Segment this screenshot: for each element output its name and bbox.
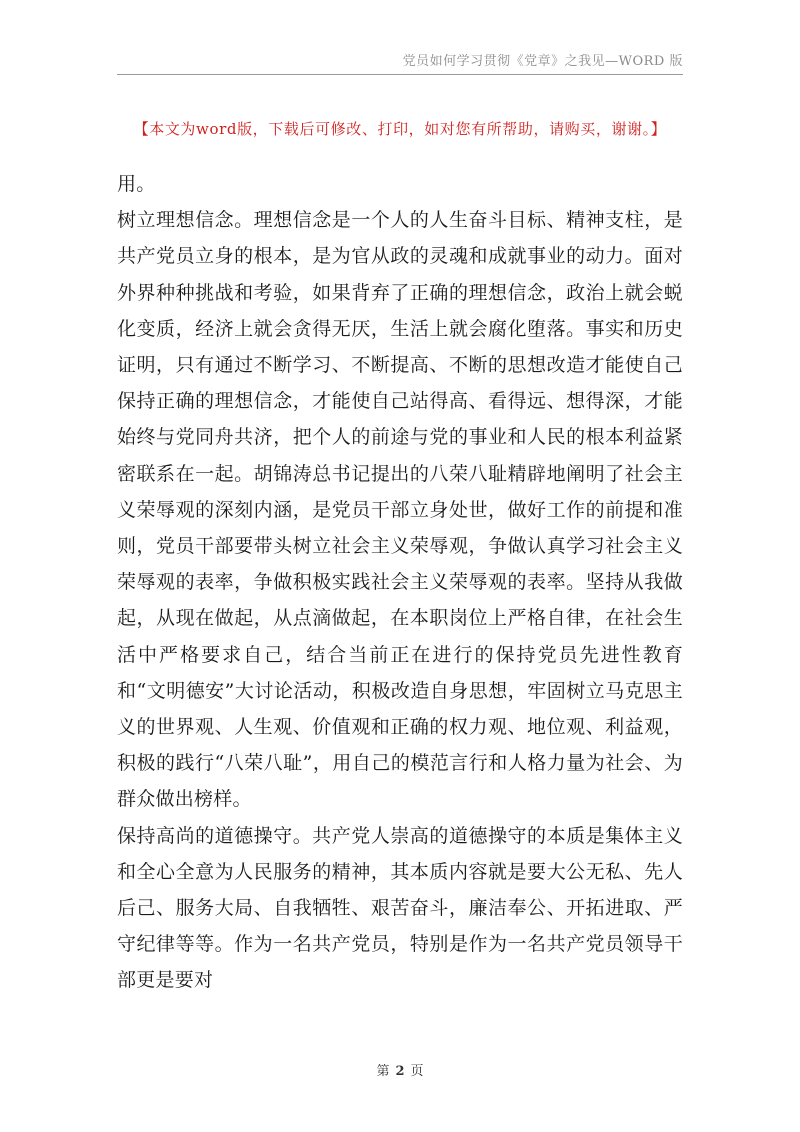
paragraph-1: 用。 — [117, 173, 156, 195]
page-number: 2 — [395, 1064, 405, 1079]
download-notice: 【本文为word版，下载后可修改、打印，如对您有所帮助，请购买，谢谢。】 — [133, 120, 667, 138]
header-title: 党员如何学习贯彻《党章》之我见—WORD 版 — [402, 54, 683, 69]
paragraph-3: 保持高尚的道德操守。共产党人崇高的道德操守的本质是集体主义和全心全意为人民服务的精神，其本质内容就是要大公无私、先人后己、服务大局、自我牺牲、艰苦奋斗，廉洁奉公、开拓进取、严守纪律等等。作为一名共产党员，特别是作为一名共产党员领导干部更是要对 — [117, 824, 683, 992]
page-footer — [0, 1060, 800, 1079]
footer-prefix: 第 — [376, 1064, 390, 1079]
footer-suffix: 页 — [410, 1064, 424, 1079]
document-body — [117, 166, 683, 999]
paragraph-2: 树立理想信念。理想信念是一个人的人生奋斗目标、精神支柱，是共产党员立身的根本，是为官从政的灵魂和成就事业的动力。面对外界种种挑战和考验，如果背弃了正确的理想信念，政治上就会蜕化变质，经济上就会贪得无厌，生活上就会腐化堕落。事实和历史证明，只有通过不断学习、不断提高、不断的思想改造才能使自己保持正确的理想信念，才能使自己站得高、看得远、想得深，才能始终与党同舟共济，把个人的前途与党的事业和人民的根本利益紧密联系在一起。胡锦涛总书记提出的八荣八耻精辟地阐明了社会主义荣辱观的深刻内涵，是党员干部立身处世，做好工作的前提和准则，党员干部要带头树立社会主义荣辱观，争做认真学习社会主义荣辱观的表率，争做积极实践社会主义荣辱观的表率。坚持从我做起，从现在做起，从点滴做起，在本职岗位上严格自律，在社会生活中严格要求自己，结合当前正在进行的保持党员先进性教育和“文明德安”大讨论活动，积极改造自身思想，牢固树立马克思主义的世界观、人生观、价值观和正确的权力观、地位观、利益观，积极的践行“八荣八耻”，用自己的模范言行和人格力量为社会、为群众做出榜样。 — [117, 209, 683, 811]
page-header — [117, 50, 683, 75]
